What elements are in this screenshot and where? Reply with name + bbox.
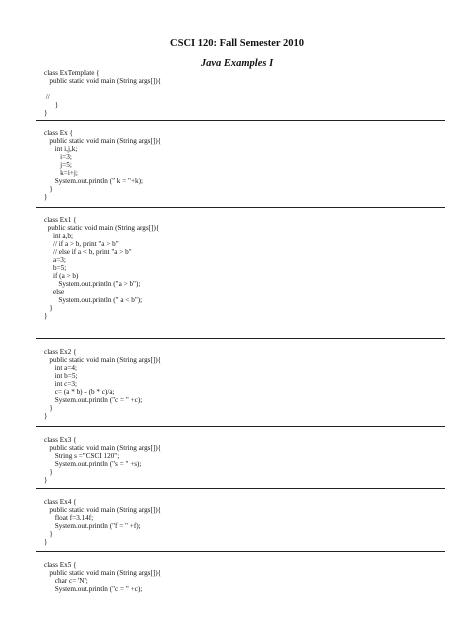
code-line: System.out.println ("a > b"); [44, 280, 141, 288]
code-line: } [44, 312, 48, 320]
page-subtitle: Java Examples I [200, 58, 274, 69]
code-line: public static void main (String args[]){ [44, 444, 162, 452]
code-line: System.out.println ("s = " +s); [44, 460, 142, 468]
section-divider [36, 488, 445, 489]
code-line: } [44, 476, 48, 484]
code-line: System.out.println ("f = " +f); [44, 522, 141, 530]
code-line: } [44, 468, 53, 476]
code-line: System.out.println ("c = " +c); [44, 396, 143, 404]
code-line: class Ex2 { [44, 348, 77, 356]
code-line: j=5; [44, 161, 72, 169]
code-line: class Ex5 { [44, 561, 77, 569]
section-divider [36, 207, 445, 208]
section-divider [36, 338, 445, 339]
code-line: class Ex { [44, 129, 73, 137]
code-line: // [44, 93, 50, 101]
code-line: class ExTemplate { [44, 69, 100, 77]
section-divider [36, 120, 445, 121]
code-line: } [44, 109, 48, 117]
code-line: public static void main (String args[]){ [44, 356, 162, 364]
code-line: public static void main (String args[]){ [44, 506, 162, 514]
code-line: if (a > b) [44, 272, 79, 280]
code-line: public static void main (String args[]){ [44, 137, 162, 145]
code-line: float f=3.14f; [44, 514, 94, 522]
code-line: } [44, 412, 48, 420]
code-line: class Ex1 { [44, 216, 77, 224]
code-line: int i,j,k; [44, 145, 78, 153]
section-divider [36, 551, 445, 552]
code-line: int a,b; [44, 232, 73, 240]
code-line: } [44, 404, 53, 412]
code-line: int c=3; [44, 380, 78, 388]
code-line: class Ex3 { [44, 436, 77, 444]
page-title: CSCI 120: Fall Semester 2010 [170, 38, 304, 49]
code-line: c= (a * b) - (b * c)/a; [44, 388, 115, 396]
code-line: } [44, 185, 53, 193]
code-line: } [44, 193, 48, 201]
code-line: int a=4; [44, 364, 78, 372]
code-line: class Ex4 { [44, 498, 77, 506]
code-line: else [44, 288, 65, 296]
code-line: public static void main (String args[]){ [44, 224, 160, 232]
code-line: b=5; [44, 264, 67, 272]
code-line: i=3; [44, 153, 72, 161]
code-line: } [44, 304, 53, 312]
code-line: } [44, 101, 59, 109]
code-line: } [44, 530, 53, 538]
code-line: System.out.println (" a < b"); [44, 296, 143, 304]
code-line: k=i+j; [44, 169, 78, 177]
code-line: public static void main (String args[]){ [44, 569, 162, 577]
code-line: } [44, 538, 48, 546]
code-line: a=3; [44, 256, 66, 264]
code-line: public static void main (String args[]){ [44, 77, 162, 85]
code-line: int b=5; [44, 372, 78, 380]
code-line: String s ="CSCI 120"; [44, 452, 120, 460]
code-line: System.out.println ("c = " +c); [44, 585, 143, 593]
code-line: char c= 'N'; [44, 577, 88, 585]
code-line: System.out.println (" k = "+k); [44, 177, 144, 185]
section-divider [36, 426, 445, 427]
code-line: // else if a < b, print "a > b" [44, 248, 132, 256]
code-line: // if a > b, print "a > b" [44, 240, 119, 248]
